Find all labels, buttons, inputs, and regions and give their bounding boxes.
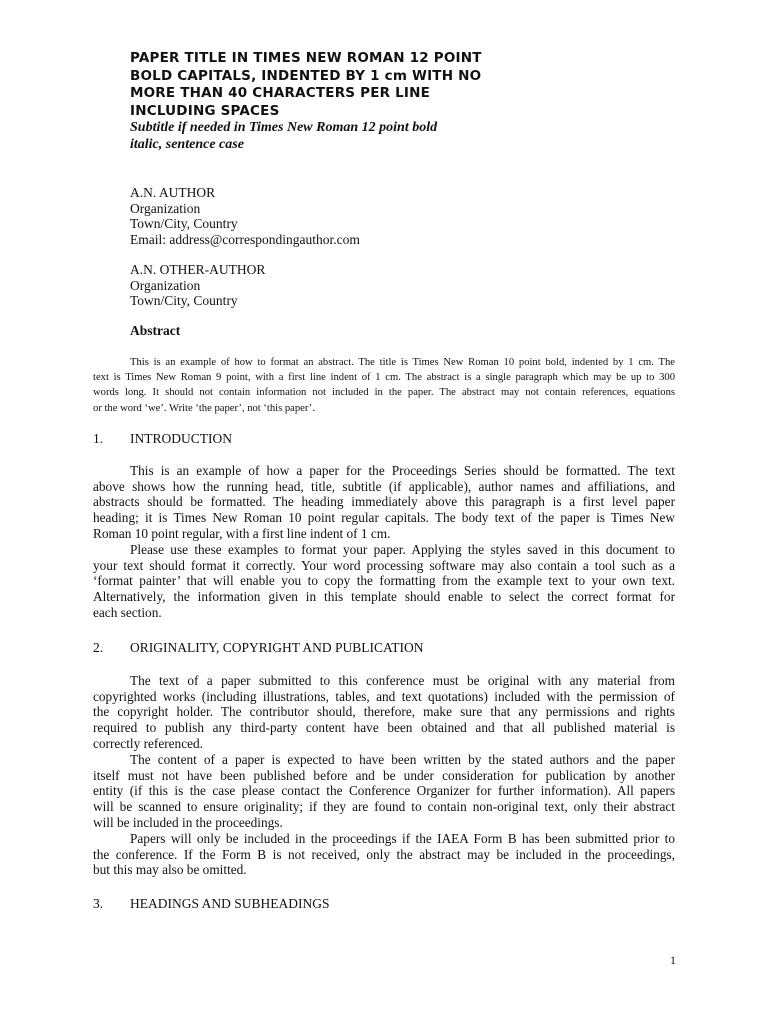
text-line: Roman 10 point regular, with a first line indent of 1 cm.	[93, 525, 391, 541]
text-line: each section.	[93, 604, 162, 620]
author-block-2	[130, 262, 265, 309]
text-line: The content of a paper is expected to have been written by the stated authors and the paper	[130, 752, 675, 767]
text-line: Please use these examples to format your paper. Applying the styles saved in this document to	[130, 542, 675, 557]
text-line: This is an example of how a paper for the Proceedings Series should be formatted. The text	[130, 463, 675, 478]
subtitle-line: Subtitle if needed in Times New Roman 12 point bold	[130, 120, 438, 135]
section-title: INTRODUCTION	[130, 431, 232, 446]
text-line: will be included in the proceedings.	[93, 814, 283, 830]
section-number: 1.	[93, 431, 104, 446]
text-line: entity (if this is the case please contact the Conference Organizer for further information). All papers	[93, 783, 675, 799]
originality-paragraph-1	[93, 673, 675, 752]
abstract-heading: Abstract	[130, 323, 181, 338]
author-block-1	[130, 185, 360, 247]
author-location: Town/City, Country	[130, 293, 238, 308]
section-heading-headings	[93, 896, 330, 912]
text-line: Papers will only be included in the proceedings if the IAEA Form B has been submitted prior to	[130, 831, 675, 846]
text-line: above shows how the running head, title, subtitle (if applicable), author names and affiliations, and	[93, 478, 675, 494]
text-line: the copyright holder. The contributor should, therefore, make sure that any permissions and rights	[93, 704, 675, 720]
text-line: correctly referenced.	[93, 735, 203, 751]
author-name: A.N. OTHER-AUTHOR	[130, 262, 266, 277]
author-email: Email: address@correspondingauthor.com	[130, 231, 360, 247]
page-number: 1	[670, 953, 676, 967]
text-line: required to publish any third-party content have been obtained and that all published material is	[93, 720, 675, 736]
title-line: PAPER TITLE IN TIMES NEW ROMAN 12 POINT	[130, 50, 482, 66]
text-line: copyrighted works (including illustrations, tables, and text quotations) included with the permission of	[93, 688, 675, 704]
text-line: heading; it is Times New Roman 10 point regular capitals. The body text of the paper is Times New	[93, 510, 675, 526]
paper-subtitle	[130, 119, 437, 153]
abstract-line: This is an example of how to format an abstract. The title is Times New Roman 10 point bold, indented by 1 cm. The	[130, 357, 675, 368]
author-organization: Organization	[130, 200, 201, 216]
paper-title	[130, 50, 550, 120]
author-name: A.N. AUTHOR	[130, 185, 216, 200]
text-line: will be scanned to ensure originality; if they are found to contain non-original text, only their abstract	[93, 799, 675, 815]
intro-paragraph-1	[93, 463, 675, 542]
text-line: abstracts should be formatted. The heading immediately above this paragraph is a first level paper	[93, 494, 675, 510]
title-line: MORE THAN 40 CHARACTERS PER LINE	[130, 85, 431, 101]
author-organization: Organization	[130, 277, 201, 293]
section-title: HEADINGS AND SUBHEADINGS	[130, 896, 330, 911]
abstract-line: text is Times New Roman 9 point, with a first line indent of 1 cm. The abstract is a single paragraph which may be up to 300	[93, 372, 675, 384]
abstract-text	[93, 355, 675, 416]
section-heading-introduction	[93, 431, 232, 447]
text-line: Alternatively, the information given in this template should enable to select the correct format for	[93, 589, 675, 605]
section-number: 3.	[93, 896, 104, 911]
title-line: INCLUDING SPACES	[130, 102, 280, 119]
intro-paragraph-2	[93, 542, 675, 621]
section-title: ORIGINALITY, COPYRIGHT AND PUBLICATION	[130, 640, 424, 655]
text-line: the conference. If the Form B is not received, only the abstract may be included in the proceedings,	[93, 846, 675, 862]
text-line: ‘format painter’ that will enable you to copy the formatting from the example text to your own text.	[93, 573, 675, 589]
abstract-line: or the word ‘we’. Write ‘the paper’, not ‘this paper’.	[93, 402, 315, 414]
text-line: The text of a paper submitted to this conference must be original with any material from	[130, 673, 675, 688]
author-location: Town/City, Country	[130, 216, 238, 231]
text-line: but this may also be omitted.	[93, 862, 247, 878]
originality-paragraph-2	[93, 752, 675, 831]
section-number: 2.	[93, 640, 104, 655]
text-line: itself must not have been published before and be under consideration for publication by another	[93, 767, 675, 783]
text-line: your text should format it correctly. Your word processing software may also contain a tool such as a	[93, 557, 675, 573]
originality-paragraph-3	[93, 831, 675, 878]
abstract-line: words long. It should not contain information not included in the paper. The abstract may not contain references, equations	[93, 387, 675, 399]
subtitle-line: italic, sentence case	[130, 137, 244, 152]
title-line: BOLD CAPITALS, INDENTED BY 1 cm WITH NO	[130, 67, 482, 84]
section-heading-originality	[93, 640, 424, 656]
